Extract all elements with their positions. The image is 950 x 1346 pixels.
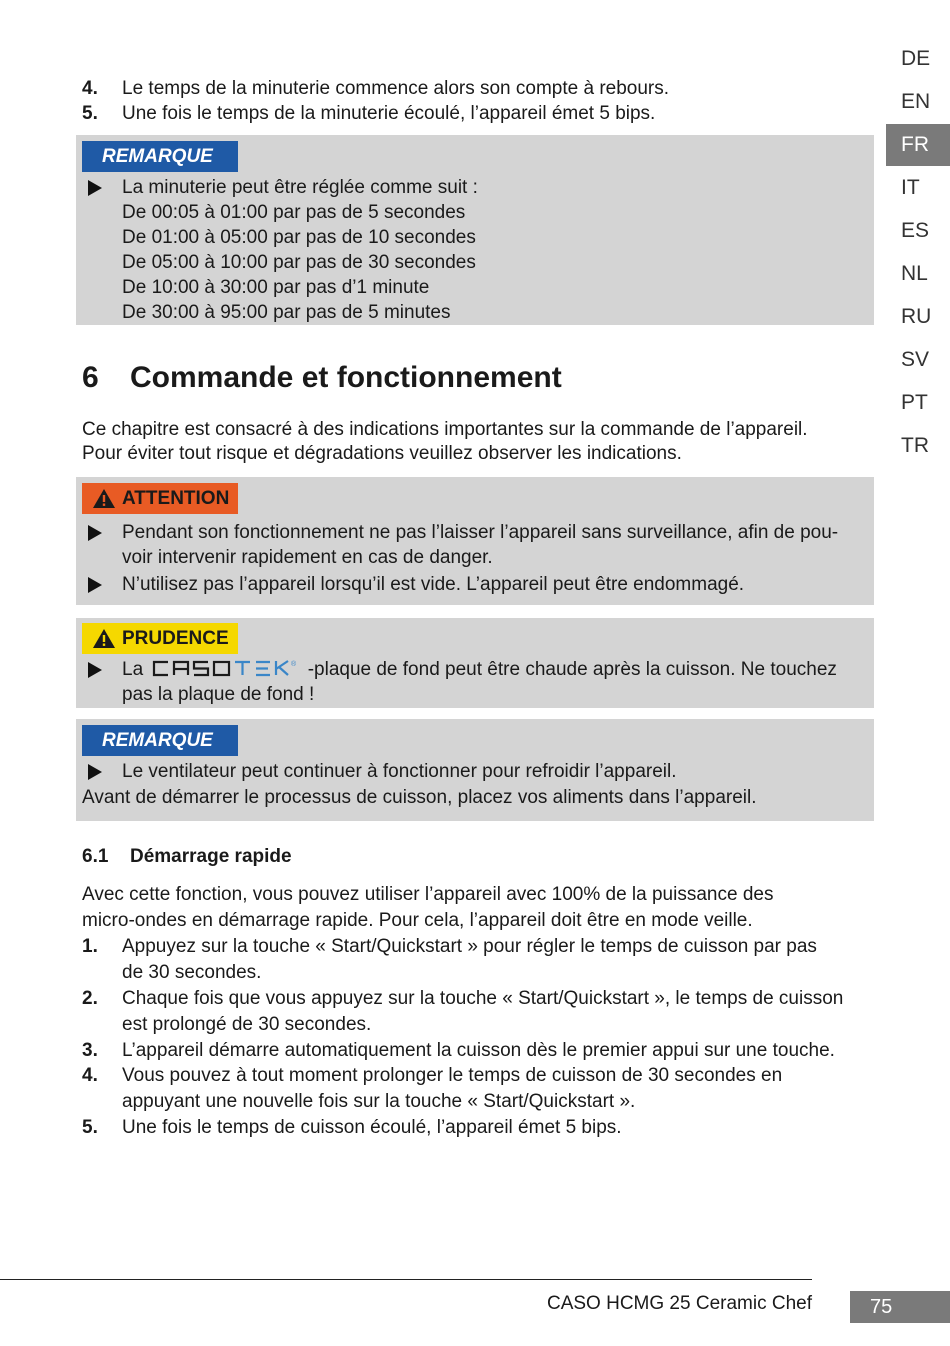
remarque-bullet [88,759,868,784]
warning-triangle-icon [92,488,116,509]
step-item [82,1063,872,1115]
section-title: Commande et fonctionnement [130,361,562,394]
lang-tab-de[interactable]: DE [901,47,931,70]
attention-label-tag [82,483,238,514]
lang-tab-sv[interactable]: SV [901,348,930,371]
subsection-intro [82,882,872,934]
remarque-line: De 01:00 à 05:00 par pas de 10 secondes [122,227,476,248]
step-number: 1. [82,936,98,957]
attention-line: voir intervenir rapidement en cas de danger. [122,547,493,568]
list-number: 4. [82,78,98,99]
page-number: 75 [850,1291,950,1323]
step-line: appuyant une nouvelle fois sur la touche « Start/Quickstart ». [122,1091,636,1112]
list-text: Une fois le temps de la minuterie écoulé, l’appareil émet 5 bips. [122,103,656,124]
remarque-box [76,135,874,325]
bullet-arrow-icon [88,577,102,593]
footer-divider [0,1279,812,1280]
prudence-prefix: La [122,659,144,680]
bullet-arrow-icon [88,662,102,678]
remarque-line: De 00:05 à 01:00 par pas de 5 secondes [122,202,466,223]
lang-tab-tr[interactable]: TR [901,434,929,457]
subsection-title: Démarrage rapide [130,846,292,867]
section-heading [82,358,562,398]
warning-triangle-icon [92,628,116,649]
step-line: Appuyez sur la touche « Start/Quickstart » pour régler le temps de cuisson par pas [122,936,817,957]
intro-line: Avec cette fonction, vous pouvez utiliser l’appareil avec 100% de la puissance des [82,884,774,905]
step-item [82,934,872,986]
step-number: 4. [82,1065,98,1086]
lang-tab-nl[interactable]: NL [901,262,928,285]
prudence-label-tag [82,623,238,654]
lang-tab-fr[interactable]: FR [886,124,950,166]
list-number: 5. [82,103,98,124]
prudence-bullet [88,657,868,707]
subsection-number: 6.1 [82,846,109,867]
intro-line: micro-ondes en démarrage rapide. Pour cela, l’appareil doit être en mode veille. [82,910,753,931]
remarque-line: La minuterie peut être réglée comme suit : [122,177,478,198]
attention-line: Pendant son fonctionnement ne pas l’laisser l’appareil sans surveillance, afin de pou- [122,522,839,543]
prudence-text: -plaque de fond peut être chaude après la cuisson. Ne touchez [307,659,837,680]
lang-tab-en[interactable]: EN [901,90,931,113]
lang-tab-es[interactable]: ES [901,219,930,242]
bullet-arrow-icon [88,764,102,780]
step-line: Chaque fois que vous appuyez sur la touche « Start/Quickstart », le temps de cuisson [122,988,844,1009]
list-item [82,76,872,102]
section-intro [82,418,872,466]
footer-product: CASO HCMG 25 Ceramic Chef [546,1293,812,1314]
svg-text:®: ® [291,660,297,668]
remarque-line: De 30:00 à 95:00 par pas de 5 minutes [122,302,451,323]
step-line: Vous pouvez à tout moment prolonger le temps de cuisson de 30 secondes en [122,1065,783,1086]
remarque-line: Le ventilateur peut continuer à fonctionner pour refroidir l’appareil. [122,761,677,782]
attention-line: N’utilisez pas l’appareil lorsqu’il est vide. L’appareil peut être endommagé. [122,574,745,595]
attention-bullet [88,520,868,570]
step-number: 2. [82,988,98,1009]
remarque-box [76,719,874,821]
step-item [82,986,872,1038]
bullet-arrow-icon [88,525,102,541]
step-line: est prolongé de 30 secondes. [122,1014,372,1035]
remarque-label: REMARQUE [82,725,238,756]
attention-box [76,477,874,605]
prudence-label: PRUDENCE [122,628,229,649]
step-line: de 30 secondes. [122,962,262,983]
prudence-box [76,618,874,708]
list-text: Le temps de la minuterie commence alors son compte à rebours. [122,78,670,99]
subsection-heading [82,844,292,870]
list-item [82,101,872,127]
step-item [82,1115,872,1141]
bullet-arrow-icon [88,180,102,196]
remarque-bullet [88,175,868,325]
lang-tab-pt[interactable]: PT [901,391,928,414]
remarque-line: De 10:00 à 30:00 par pas d’1 minute [122,277,430,298]
intro-line: Ce chapitre est consacré à des indications importantes sur la commande de l’appareil. [82,419,808,440]
section-number: 6 [82,361,99,394]
step-item [82,1038,872,1064]
lang-tab-it[interactable]: IT [901,176,920,199]
step-line: Une fois le temps de cuisson écoulé, l’appareil émet 5 bips. [122,1117,622,1138]
remarque-line: De 05:00 à 10:00 par pas de 30 secondes [122,252,476,273]
casotek-logo [150,658,300,678]
attention-bullet [88,572,868,597]
prudence-line: pas la plaque de fond ! [122,684,315,705]
step-number: 3. [82,1040,98,1061]
step-number: 5. [82,1117,98,1138]
lang-tab-ru[interactable]: RU [901,305,932,328]
intro-line: Pour éviter tout risque et dégradations veuillez observer les indications. [82,443,682,464]
remarque-label: REMARQUE [82,141,238,172]
step-line: L’appareil démarre automatiquement la cuisson dès le premier appui sur une touche. [122,1040,835,1061]
attention-label: ATTENTION [122,488,230,509]
remarque-extra: Avant de démarrer le processus de cuisson, placez vos aliments dans l’appareil. [82,787,757,808]
